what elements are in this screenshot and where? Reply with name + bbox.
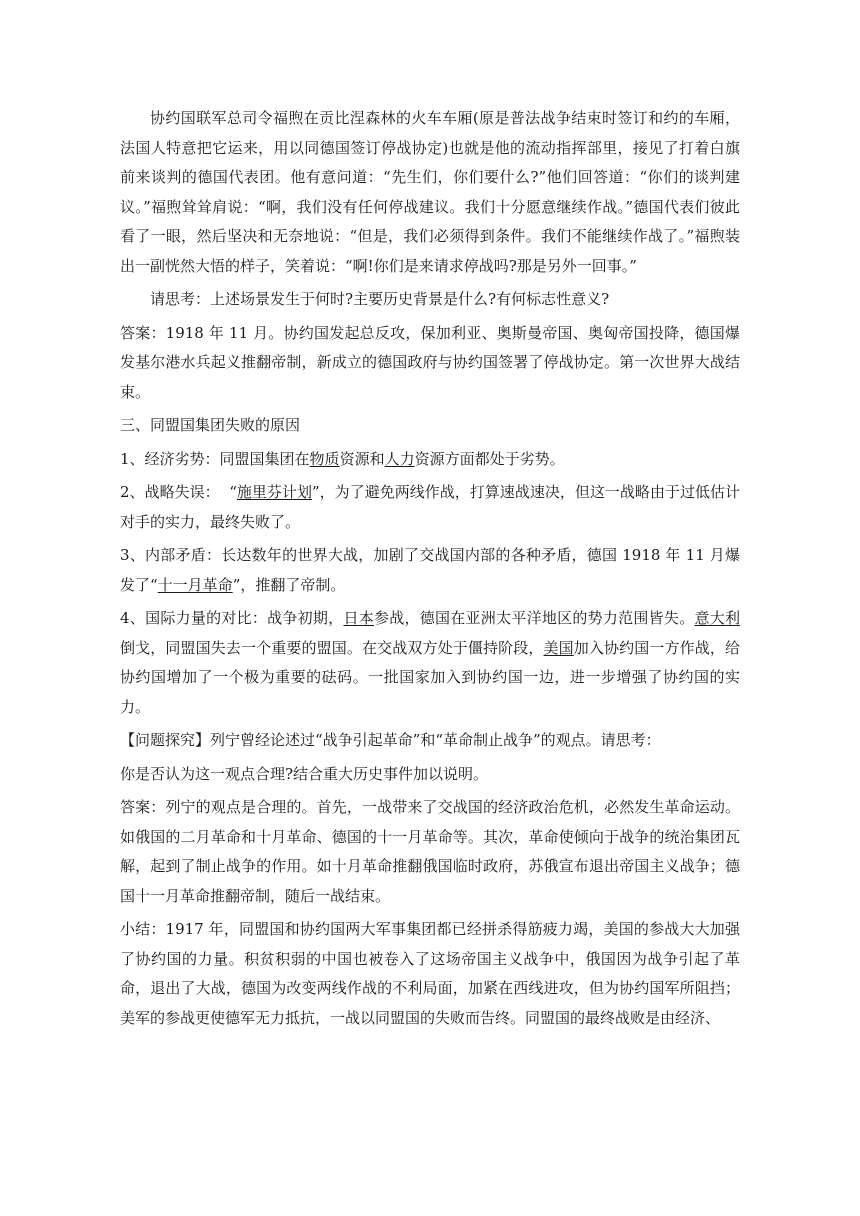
reason-item-economic — [120, 445, 740, 475]
text-run: ”，为了避免两线作战，打算速战速决，但这一战略由于过低估计对手的实力，最终失败了。 — [120, 483, 741, 531]
answer-paragraph: 答案：1918 年 11 月。协约国发起总反攻，保加利亚、奥斯曼帝国、奥匈帝国投降，德国爆发基尔港水兵起义推翻帝制，新成立的德国政府与协约国签署了停战协定。第一次世界大战结束。 — [120, 323, 740, 401]
text-run: 资源方面都处于劣势。 — [414, 449, 565, 468]
document-body — [120, 104, 740, 1037]
narrative-paragraph: 协约国联军总司令福煦在贡比涅森林的火车车厢(原是普法战争结束时签订和约的车厢，法国人特意把它运来，用以同德国签订停战协定)也就是他的流动指挥部里，接见了打着白旗前来谈判的德国代表团。他有意问道：“先生们，你们要什么?”他们回答道：“你们的谈判建议。”福煦耸耸肩说：“啊，我们没有任何停战建议。我们十分愿意继续作战。”德国代表们彼此看了一眼，然后坚决和无奈地说：“但是，我们必须得到条件。我们不能继续作战了。”福煦装出一副恍然大悟的样子，笑着说：“啊!你们是来请求停战吗?那是另外一回事。” — [120, 109, 740, 275]
underlined-term: 日本 — [343, 609, 374, 627]
answer-paragraph: 答案：列宁的观点是合理的。首先，一战带来了交战国的经济政治危机，必然发生革命运动。如俄国的二月革命和十月革命、德国的十一月革命等。其次，革命使倾向于战争的统治集团瓦解，起到了制止战争的作用。如十月革命推翻俄国临时政府，苏俄宣布退出帝国主义战争；德国十一月革命推翻帝制，随后一战结束。 — [120, 798, 740, 905]
underlined-term: 意大利 — [694, 609, 740, 627]
text-run: 2、战略失误： “ — [120, 483, 237, 501]
text-run: 加入协约国一方作战，给协约国增加了一个极为重要的砝码。一批国家加入到协约国一边，进一步增强了协约国的实力。 — [120, 638, 740, 716]
inquiry-question: 你是否认为这一观点合理?结合重大历史事件加以说明。 — [120, 764, 489, 783]
text-run: 资源和 — [339, 449, 385, 468]
reason-item-strategy — [120, 478, 740, 537]
section-heading: 三、同盟国集团失败的原因 — [120, 416, 301, 434]
text-run: 倒戈，同盟国失去一个重要的盟国。在交战双方处于僵持阶段， — [120, 638, 544, 657]
reason-item-internal — [120, 541, 740, 600]
text-run: 4、国际力量的对比：战争初期， — [120, 609, 344, 627]
reason-item-international — [120, 604, 740, 722]
underlined-term: 十一月革命 — [157, 575, 233, 594]
underlined-term: 美国 — [543, 638, 574, 657]
underlined-term: 施里芬计划 — [236, 483, 312, 501]
underlined-term: 物质 — [309, 449, 340, 468]
text-run: ”，推翻了帝制。 — [232, 575, 346, 594]
question-paragraph: 请思考：上述场景发生于何时?主要历史背景是什么?有何标志性意义? — [150, 290, 610, 308]
text-run: 参战，德国在亚洲太平洋地区的势力范围皆失。 — [373, 609, 695, 627]
text-run: 1、经济劣势：同盟国集团在 — [120, 449, 310, 468]
inquiry-paragraph: 【问题探究】列宁曾经论述过“战争引起革命”和“革命制止战争”的观点。请思考： — [120, 731, 661, 749]
summary-paragraph: 小结：1917 年，同盟国和协约国两大军事集团都已经拼杀得筋疲力竭，美国的参战大大加强了协约国的力量。积贫积弱的中国也被卷入了这场帝国主义战争中，俄国因为战争引起了革命，退出了大战，德国为改变两线作战的不利局面，加紧在西线进攻，但为协约国军所阻挡；美军的参战更使德军无力抵抗，一战以同盟国的失败而告终。同盟国的最终战败是由经济、 — [120, 920, 740, 1027]
underlined-term: 人力 — [384, 449, 415, 468]
text-run: 3、内部矛盾：长达数年的世界大战，加剧了交战国内部的各种矛盾，德国 1918 年 11 月爆发了“ — [120, 546, 740, 594]
